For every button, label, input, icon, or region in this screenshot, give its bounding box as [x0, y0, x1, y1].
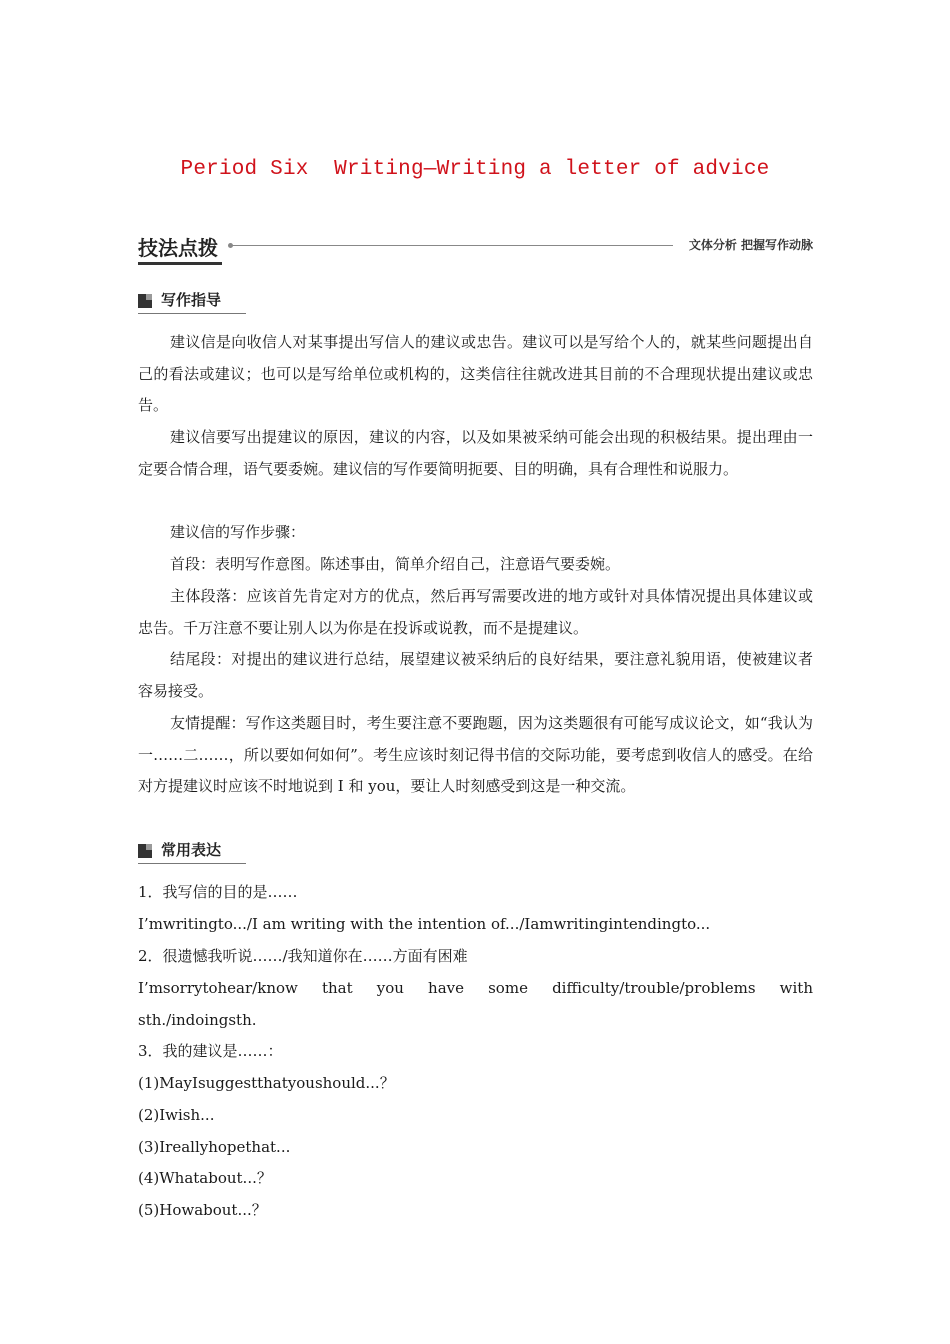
- paragraph-tips: 友情提醒：写作这类题目时，考生要注意不要跑题，因为这类题很有可能写成议论文，如“我认为一……二……，所以要如何如何”。考生应该时刻记得书信的交际功能，要考虑到收信人的感受。在给对方提建议时应该不时地说到 I 和 you，要让人时刻感受到这是一种交流。: [138, 714, 813, 795]
- section-heading-expressions: [138, 839, 258, 867]
- banner-subtitle: 文体分析 把握写作动脉: [688, 238, 813, 252]
- banner-label: 技法点拨: [138, 236, 218, 260]
- expression-3-item-5: (5)Howabout...？: [138, 1201, 267, 1219]
- banner-rule: [232, 245, 673, 246]
- square-bullet-icon: [138, 844, 152, 858]
- expression-1-english: I’mwritingto.../I am writing with the intention of.../Iamwritingintendingto...: [138, 915, 711, 933]
- banner-underline: [138, 262, 222, 265]
- paragraph-content: 建议信要写出提建议的原因，建议的内容，以及如果被采纳可能会出现的积极结果。提出理由一定要合情合理，语气要委婉。建议信的写作要简明扼要、目的明确，具有合理性和说服力。: [138, 428, 813, 478]
- paragraph-intro: 建议信是向收信人对某事提出写信人的建议或忠告。建议可以是写给个人的，就某些问题提出自己的看法或建议；也可以是写给单位或机构的，这类信往往就改进其目前的不合理现状提出建议或忠告。: [138, 333, 813, 414]
- expression-3-item-2: (2)Iwish...: [138, 1106, 215, 1124]
- expression-2-english: I’msorrytohear/know that you have some difficulty/trouble/problems with: [138, 979, 813, 997]
- expression-2-english-cont: sth./indoingsth.: [138, 1011, 257, 1029]
- expression-3-item-1: (1)MayIsuggestthatyoushould...？: [138, 1074, 395, 1092]
- paragraph-body: 主体段落：应该首先肯定对方的优点，然后再写需要改进的地方或针对具体情况提出具体建议或忠告。千万注意不要让别人以为你是在投诉或说教，而不是提建议。: [138, 587, 813, 637]
- section-banner: [138, 232, 813, 268]
- paragraph-first: 首段：表明写作意图。陈述事由，简单介绍自己，注意语气要委婉。: [170, 555, 621, 573]
- section-label: 写作指导: [161, 291, 222, 309]
- page-title: Period Six Writing—Writing a letter of advice: [180, 158, 770, 181]
- square-bullet-icon: [138, 294, 152, 308]
- paragraph-ending: 结尾段：对提出的建议进行总结，展望建议被采纳后的良好结果，要注意礼貌用语，使被建议者容易接受。: [138, 650, 813, 700]
- expression-3-item-3: (3)Ireallyhopethat...: [138, 1138, 291, 1156]
- paragraph-steps: 建议信的写作步骤：: [170, 523, 306, 541]
- expression-2-heading: 2．很遗憾我听说……/我知道你在……方面有困难: [138, 947, 468, 965]
- expression-1-heading: 1．我写信的目的是……: [138, 883, 298, 901]
- expression-3-item-4: (4)Whatabout...？: [138, 1169, 272, 1187]
- section-label: 常用表达: [161, 841, 222, 859]
- section-heading-guide: [138, 289, 258, 317]
- section-underline: [138, 863, 246, 864]
- section-underline: [138, 313, 246, 314]
- expression-3-heading: 3．我的建议是……：: [138, 1042, 283, 1060]
